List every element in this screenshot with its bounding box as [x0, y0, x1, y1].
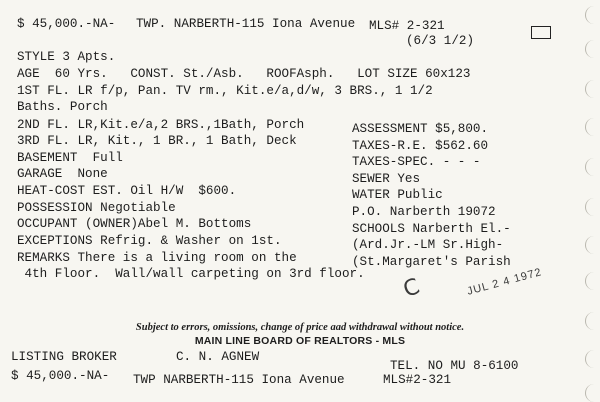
right-field: WATER Public	[352, 188, 443, 202]
binder-hole	[585, 118, 596, 136]
detail-line: 2ND FL. LR,Kit.e/a,2 BRS.,1Bath, Porch	[17, 118, 305, 132]
footer-mls: MLS#2-321	[383, 373, 452, 387]
binder-hole	[585, 6, 596, 24]
header-mls: MLS# 2-321	[369, 19, 445, 33]
right-field: (St.Margaret's Parish	[352, 255, 511, 269]
detail-line: GARAGE None	[17, 167, 108, 181]
detail-line: 1ST FL. LR f/p, Pan. TV rm., Kit.e/a,d/w, 3 BRS., 1 1/2	[17, 84, 433, 98]
stamp-date: JUL 2 4 1972	[465, 266, 544, 298]
detail-line: OCCUPANT (OWNER)Abel M. Bottoms	[17, 217, 252, 231]
detail-line: Baths. Porch	[17, 100, 108, 114]
detail-line: POSSESSION Negotiable	[17, 201, 176, 215]
right-field: SCHOOLS Narberth El.-	[352, 222, 511, 236]
binder-hole	[585, 80, 596, 98]
detail-line: 4th Floor. Wall/wall carpeting on 3rd floor.	[17, 267, 365, 281]
detail-line: STYLE 3 Apts.	[17, 50, 116, 64]
binder-hole	[585, 236, 596, 254]
right-field: SEWER Yes	[352, 172, 421, 186]
disclaimer: Subject to errors, omissions, change of price aad withdrawal without notice.	[135, 322, 465, 333]
binder-hole	[585, 350, 596, 368]
header-rooms: (6/3 1/2)	[406, 34, 475, 48]
board-name: MAIN LINE BOARD OF REALTORS - MLS	[194, 335, 406, 347]
detail-line: REMARKS There is a living room on the	[17, 251, 297, 265]
binder-hole	[585, 158, 596, 176]
header-township: TWP. NARBERTH-115 Iona Avenue	[136, 17, 356, 31]
detail-line: AGE 60 Yrs. CONST. St./Asb. ROOFAsph. LOT SIZE 60x123	[17, 67, 471, 81]
right-field: ASSESSMENT $5,800.	[352, 122, 489, 136]
right-field: TAXES-R.E. $562.60	[352, 139, 489, 153]
broker-label: LISTING BROKER	[11, 350, 117, 364]
binder-hole	[585, 40, 596, 58]
detail-line: EXCEPTIONS Refrig. & Washer on 1st.	[17, 234, 282, 248]
header-price: $ 45,000.-NA-	[17, 17, 116, 31]
binder-hole	[585, 198, 596, 216]
right-field: (Ard.Jr.-LM Sr.High-	[352, 238, 504, 252]
broker-name: C. N. AGNEW	[176, 350, 260, 364]
detail-line: BASEMENT Full	[17, 151, 123, 165]
footer-township: TWP NARBERTH-115 Iona Avenue	[133, 373, 345, 387]
binder-hole	[585, 384, 596, 402]
detail-line: 3RD FL. LR, Kit., 1 BR., 1 Bath, Deck	[17, 134, 297, 148]
broker-tel: TEL. NO MU 8-6100	[390, 359, 519, 373]
detail-line: HEAT-COST EST. Oil H/W $600.	[17, 184, 237, 198]
right-field: TAXES-SPEC. - - -	[352, 155, 481, 169]
listing-checkbox[interactable]	[531, 26, 551, 39]
right-field: P.O. Narberth 19072	[352, 205, 496, 219]
footer-price: $ 45,000.-NA-	[11, 369, 110, 383]
binder-hole	[585, 272, 596, 290]
stamp-mark: C	[400, 274, 424, 303]
